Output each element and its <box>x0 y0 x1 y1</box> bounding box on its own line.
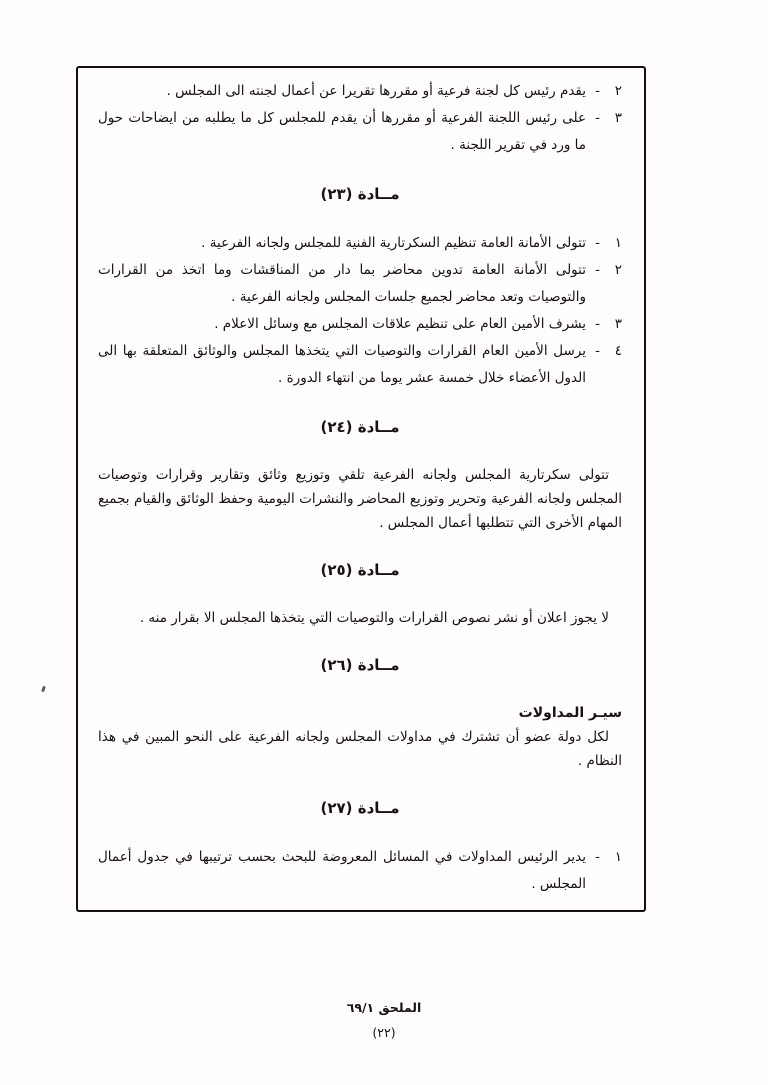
list-item <box>98 338 622 392</box>
item-dash: - <box>595 110 600 126</box>
item-text: تتولى الأمانة العامة تدوين محاضر بما دار من المناقشات وما اتخذ من القرارات والتوصيات وتعد محاضر لجميع جلسات المجلس ولجانه الفرعية . <box>98 262 586 305</box>
article-24-paragraph: تتولى سكرتارية المجلس ولجانه الفرعية تلقي وتوزيع وثائق وتقارير وقرارات وتوصيات المجلس ولجانه الفرعية وتحرير وتوزيع المحاضر والنشرات اليومية وحفظ الوثائق والقيام بجميع المهام الأخرى التي تتطلبها أعمال المجلس . <box>98 467 622 531</box>
article-25-paragraph: لا يجوز اعلان أو نشر نصوص القرارات والتوصيات التي يتخذها المجلس الا بقرار منه . <box>139 610 609 626</box>
item-number: ٢ <box>614 262 622 278</box>
section-heading-deliberations: سيـر المداولات <box>518 705 622 721</box>
item-number: ٢ <box>614 83 622 99</box>
item-number: ٤ <box>614 343 622 359</box>
article-24-title: مــادة (٢٤) <box>320 418 400 436</box>
item-number: ١ <box>614 235 622 251</box>
item-dash: - <box>595 235 600 251</box>
article-25-title: مــادة (٢٥) <box>320 561 400 579</box>
item-number: ٣ <box>614 110 622 126</box>
list-item <box>98 257 622 311</box>
document-border-frame <box>76 66 646 912</box>
item-dash: - <box>595 83 600 99</box>
article-27-title: مــادة (٢٧) <box>320 799 400 817</box>
list-item <box>98 311 622 338</box>
annex-label: الملحق ٦٩/١ <box>346 1000 422 1015</box>
item-text: تتولى الأمانة العامة تنظيم السكرتارية الفنية للمجلس ولجانه الفرعية . <box>201 235 586 251</box>
item-number: ٣ <box>614 316 622 332</box>
article-26-paragraph: لكل دولة عضو أن تشترك في مداولات المجلس ولجانه الفرعية على النحو المبين في هذا النظام . <box>98 729 622 769</box>
item-text: يرسل الأمين العام القرارات والتوصيات التي يتخذها المجلس والوثائق المتعلقة بها الى الدول الأعضاء خلال خمسة عشر يوما من انتهاء الدورة . <box>98 343 586 386</box>
item-dash: - <box>595 343 600 359</box>
item-text: على رئيس اللجنة الفرعية أو مقررها أن يقدم للمجلس كل ما يطلبه من ايضاحات حول ما ورد في تقرير اللجنة . <box>98 110 586 153</box>
item-dash: - <box>595 316 600 332</box>
scan-artifact <box>41 686 46 693</box>
item-dash: - <box>595 262 600 278</box>
page-number: (٢٢) <box>372 1025 396 1040</box>
article-26-title: مــادة (٢٦) <box>320 656 400 674</box>
item-text: يشرف الأمين العام على تنظيم علاقات المجلس مع وسائل الاعلام . <box>214 316 586 332</box>
item-text: يدير الرئيس المداولات في المسائل المعروضة للبحث بحسب ترتيبها في جدول أعمال المجلس . <box>98 849 586 892</box>
item-text: يقدم رئيس كل لجنة فرعية أو مقررها تقريرا عن أعمال لجنته الى المجلس . <box>166 83 586 99</box>
list-item <box>98 78 622 105</box>
article-23-title: مــادة (٢٣) <box>320 185 400 203</box>
item-number: ١ <box>614 849 622 865</box>
list-item <box>98 105 622 159</box>
list-item <box>98 230 622 257</box>
item-dash: - <box>595 849 600 865</box>
list-item <box>98 844 622 898</box>
